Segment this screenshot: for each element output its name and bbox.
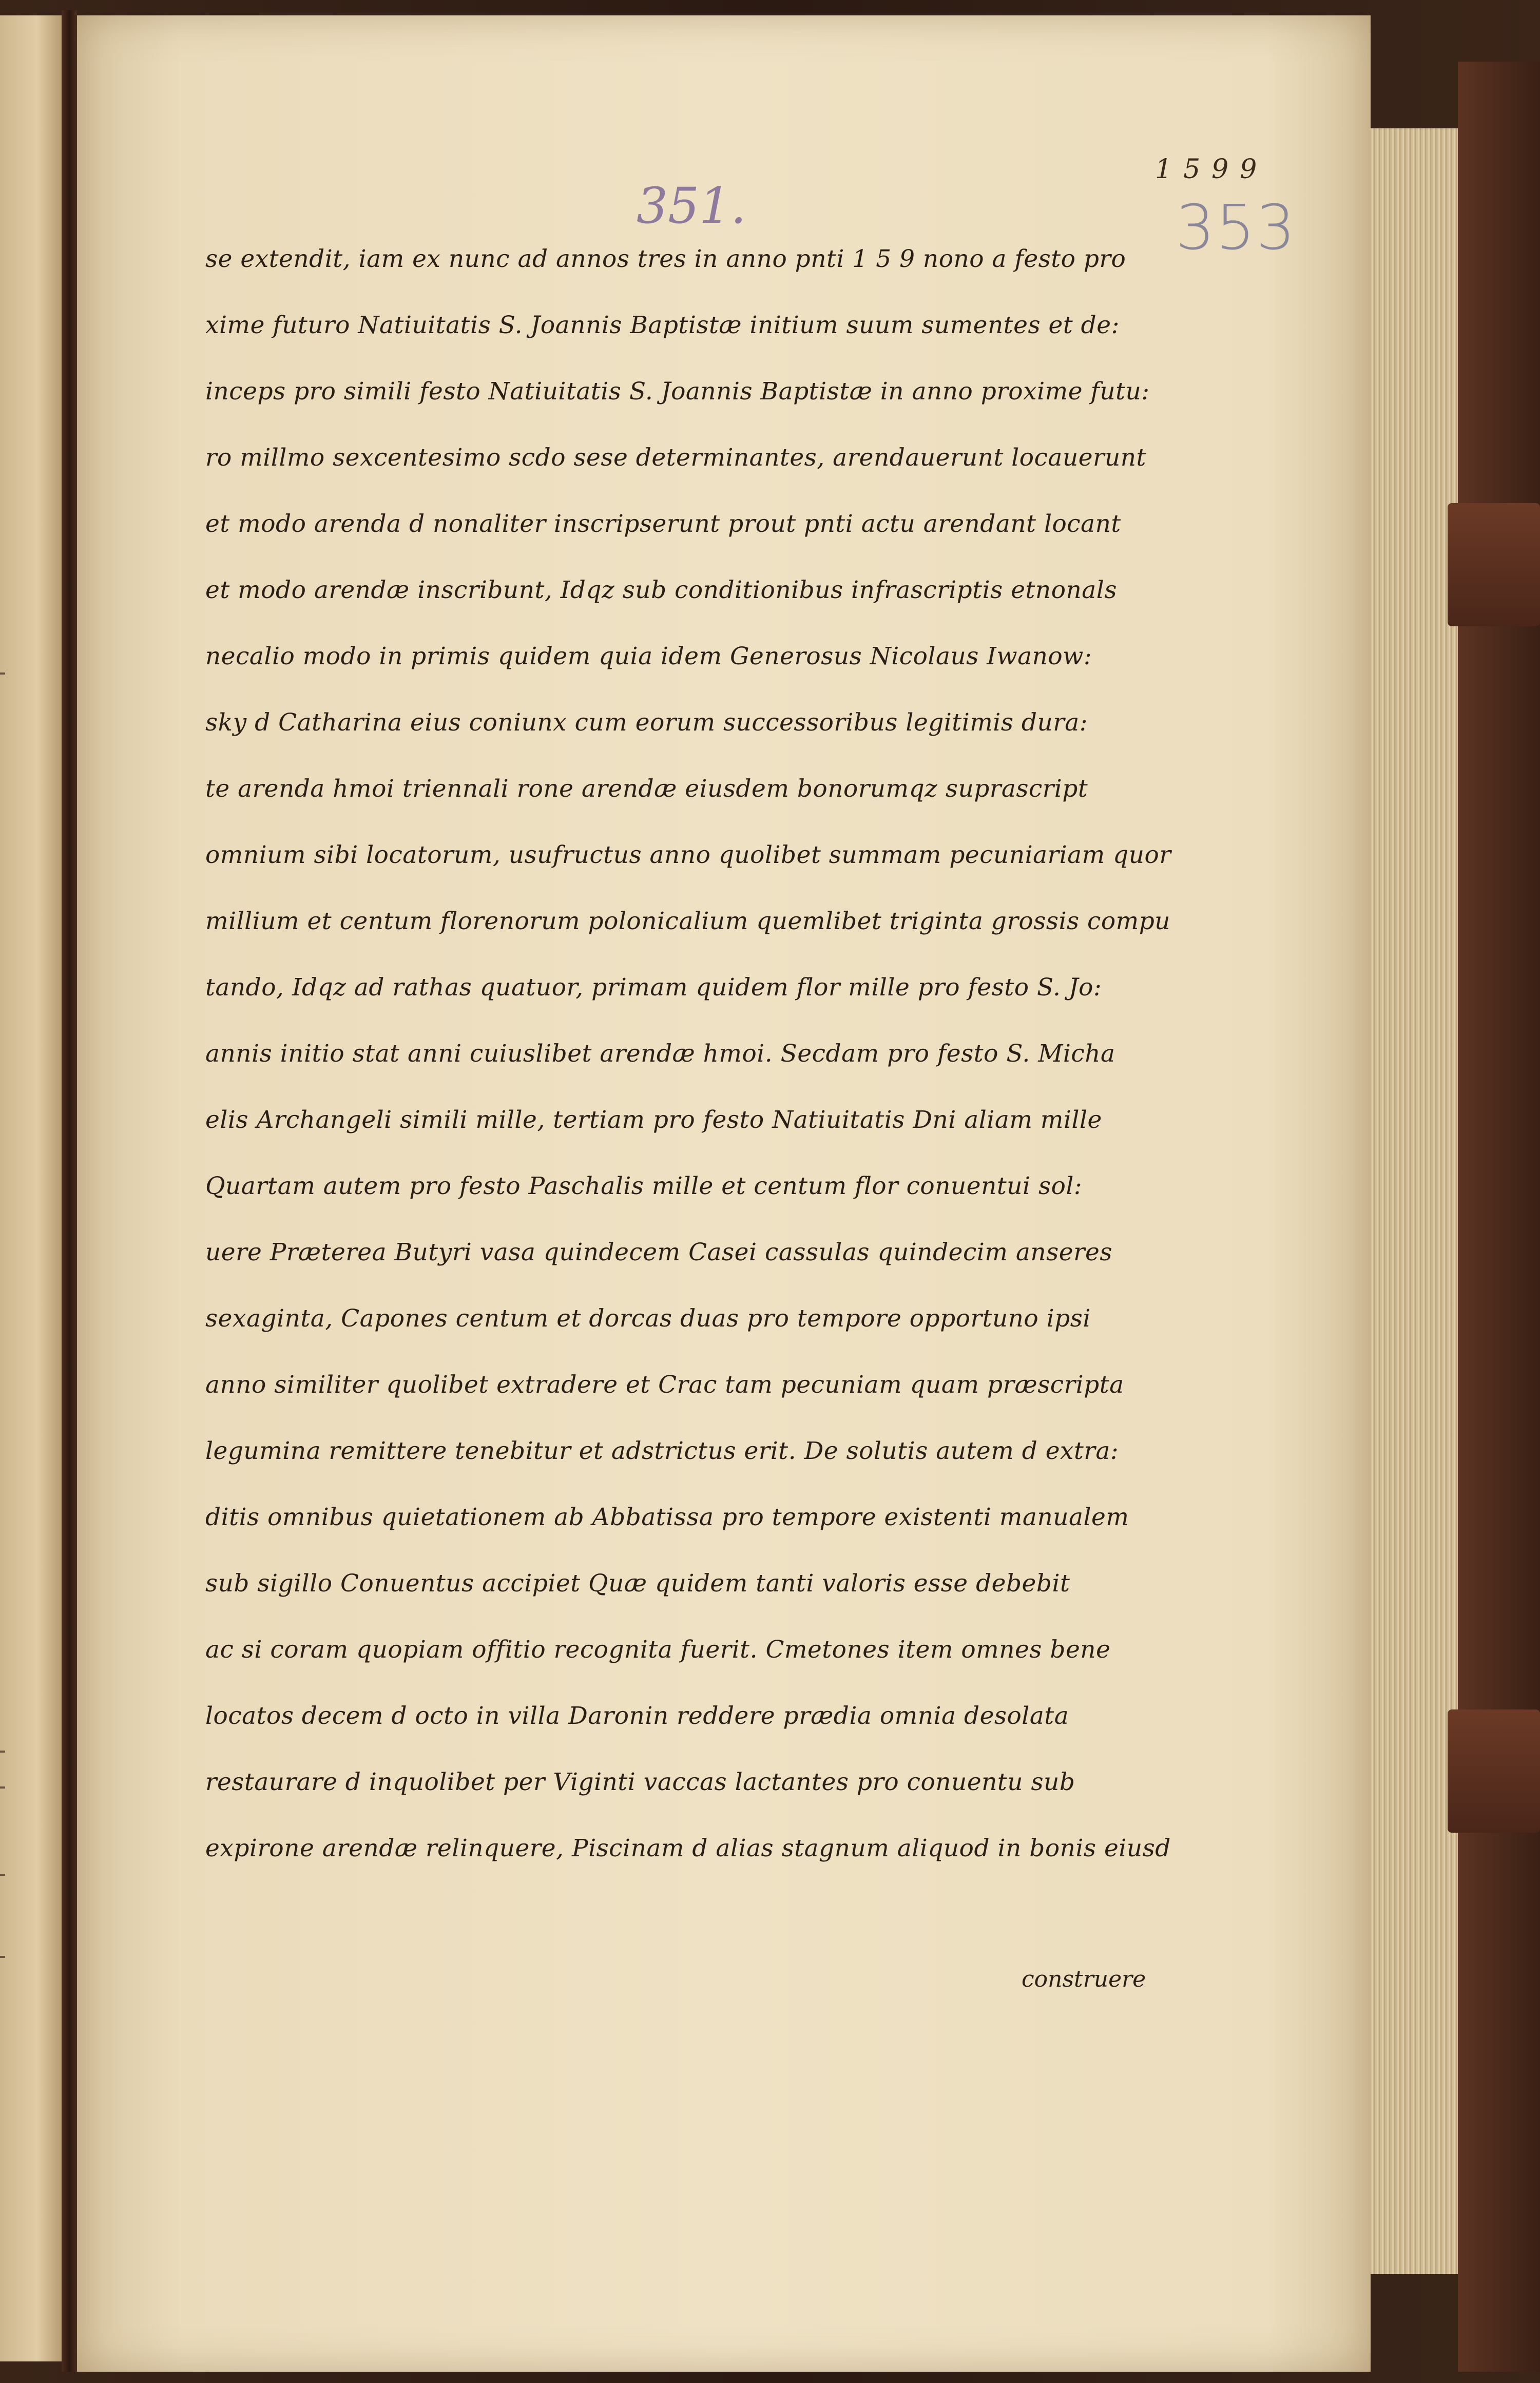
page-mark — [0, 1956, 5, 1958]
text-line: inceps pro simili festo Natiuitatis S. Joannis Baptistæ in anno proxime futu: — [205, 377, 1150, 406]
leather-cover — [1458, 62, 1540, 2372]
catchword: construere — [1022, 1966, 1146, 1992]
text-line: xime futuro Natiuitatis S. Joannis Baptistæ initium suum sumentes et de: — [205, 311, 1120, 339]
page-mark — [0, 1786, 5, 1789]
clasp-strap — [1448, 503, 1540, 626]
handwritten-text-block — [205, 226, 1181, 1881]
text-line: se extendit, iam ex nunc ad annos tres in anno pnti 1 5 9 nono a festo pro — [205, 245, 1126, 273]
text-line: sub sigillo Conuentus accipiet Quæ quidem tanti valoris esse debebit — [205, 1569, 1070, 1598]
page-mark — [0, 672, 5, 675]
text-line: ro millmo sexcentesimo scdo sese determinantes, arendauerunt locauerunt — [205, 444, 1146, 472]
year-heading: 1599 — [1155, 154, 1268, 185]
folio-number-pencil: 353 — [1176, 193, 1297, 264]
text-line: tando, Idqz ad rathas quatuor, primam quidem flor mille pro festo S. Jo: — [205, 973, 1102, 1002]
text-line: annis initio stat anni cuiuslibet arendæ hmoi. Secdam pro festo S. Micha — [205, 1040, 1115, 1068]
text-line: ac si coram quopiam offitio recognita fuerit. Cmetones item omnes bene — [205, 1636, 1111, 1664]
text-line: expirone arendæ relinquere, Piscinam d alias stagnum aliquod in bonis eiusd — [205, 1834, 1171, 1862]
text-line: Quartam autem pro festo Paschalis mille et centum flor conuentui sol: — [205, 1172, 1083, 1200]
page-mark — [0, 1751, 5, 1753]
page-mark — [0, 1874, 5, 1876]
page-block-edges — [1371, 128, 1460, 2274]
facing-page-edge — [0, 15, 65, 2361]
text-line: uere Præterea Butyri vasa quindecem Casei cassulas quindecim anseres — [205, 1238, 1112, 1266]
binding-gutter — [62, 10, 77, 2372]
text-line: anno similiter quolibet extradere et Crac tam pecuniam quam præscripta — [205, 1371, 1124, 1399]
text-line: te arenda hmoi triennali rone arendæ eiusdem bonorumqz suprascript — [205, 775, 1088, 803]
text-line: restaurare d inquolibet per Viginti vaccas lactantes pro conuentu sub — [205, 1768, 1075, 1796]
text-line: sexaginta, Capones centum et dorcas duas pro tempore opportuno ipsi — [205, 1304, 1091, 1333]
text-line: et modo arendæ inscribunt, Idqz sub conditionibus infrascriptis etnonals — [205, 576, 1117, 604]
text-line: necalio modo in primis quidem quia idem Generosus Nicolaus Iwanow: — [205, 642, 1092, 670]
folio-number-old: 351. — [637, 177, 746, 235]
text-line: sky d Catharina eius coniunx cum eorum successoribus legitimis dura: — [205, 708, 1088, 737]
text-line: millium et centum florenorum polonicalium quemlibet triginta grossis compu — [205, 907, 1171, 935]
text-line: omnium sibi locatorum, usufructus anno quolibet summam pecuniariam quor — [205, 841, 1171, 869]
text-line: ditis omnibus quietationem ab Abbatissa pro tempore existenti manualem — [205, 1503, 1129, 1531]
text-line: elis Archangeli simili mille, tertiam pro festo Natiuitatis Dni aliam mille — [205, 1106, 1102, 1134]
text-line: locatos decem d octo in villa Daronin reddere prædia omnia desolata — [205, 1702, 1069, 1730]
text-line: et modo arenda d nonaliter inscripserunt prout pnti actu arendant locant — [205, 510, 1121, 538]
text-line: legumina remittere tenebitur et adstrictus erit. De solutis autem d extra: — [205, 1437, 1119, 1465]
clasp-strap — [1448, 1709, 1540, 1833]
